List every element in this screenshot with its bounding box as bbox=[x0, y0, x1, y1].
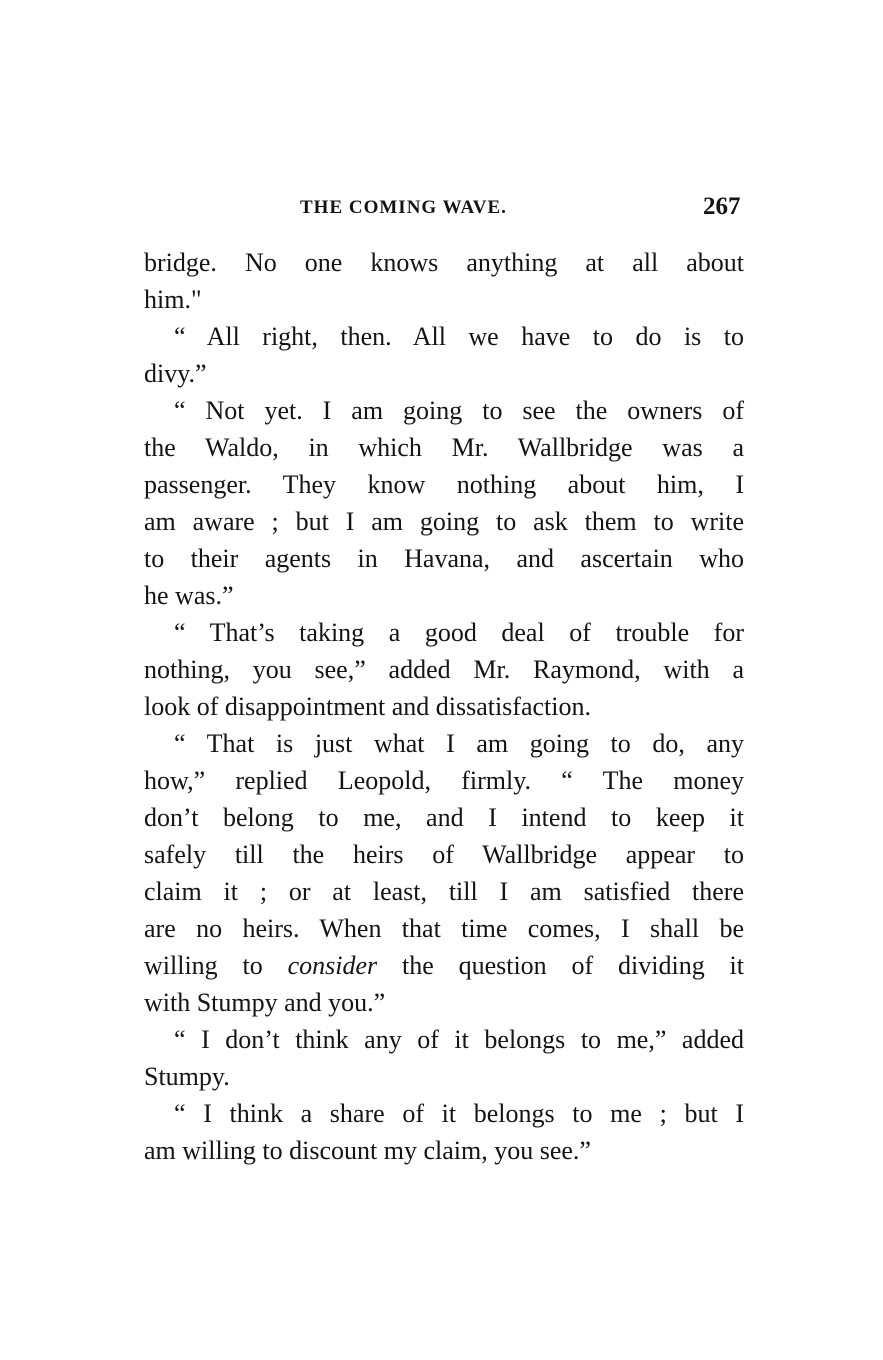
text-line: “ Not yet. I am going to see the owners of bbox=[174, 396, 744, 425]
italic-word: consider bbox=[287, 951, 378, 980]
text-line: safely till the heirs of Wallbridge appear to bbox=[144, 840, 744, 869]
text-line: don’t belong to me, and I intend to keep it bbox=[144, 803, 744, 832]
text-line-with-italic bbox=[144, 947, 744, 984]
text-line: look of disappointment and dissatisfaction. bbox=[144, 692, 591, 721]
running-head: THE COMING WAVE. bbox=[300, 197, 507, 218]
text-line: “ I think a share of it belongs to me ; but I bbox=[174, 1099, 744, 1128]
text-line: with Stumpy and you.” bbox=[144, 988, 386, 1017]
page-number: 267 bbox=[703, 193, 741, 220]
body-text bbox=[144, 244, 744, 1169]
text-line: the Waldo, in which Mr. Wallbridge was a bbox=[144, 433, 744, 462]
text-line: bridge. No one knows anything at all about bbox=[144, 248, 744, 277]
text-line: “ That’s taking a good deal of trouble for bbox=[174, 618, 744, 647]
text-line: how,” replied Leopold, firmly. “ The money bbox=[144, 766, 744, 795]
text-line: nothing, you see,” added Mr. Raymond, with a bbox=[144, 655, 744, 684]
text-line: “ That is just what I am going to do, any bbox=[174, 729, 744, 758]
text-line: divy.” bbox=[144, 359, 207, 388]
text-line: “ I don’t think any of it belongs to me,” added bbox=[174, 1025, 744, 1054]
text-line: passenger. They know nothing about him, I bbox=[144, 470, 744, 499]
text-line: him." bbox=[144, 285, 202, 314]
text-line: am willing to discount my claim, you see.” bbox=[144, 1136, 591, 1165]
text-line: Stumpy. bbox=[144, 1062, 230, 1091]
text-line: are no heirs. When that time comes, I shall be bbox=[144, 914, 744, 943]
text-line: to their agents in Havana, and ascertain who bbox=[144, 544, 744, 573]
text-line: am aware ; but I am going to ask them to write bbox=[144, 507, 744, 536]
text-line: “ All right, then. All we have to do is to bbox=[174, 322, 744, 351]
text-line: he was.” bbox=[144, 581, 234, 610]
text-fragment: the question of dividing it bbox=[377, 951, 744, 980]
text-fragment: willing to bbox=[144, 951, 288, 980]
text-line: claim it ; or at least, till I am satisfied there bbox=[144, 877, 744, 906]
